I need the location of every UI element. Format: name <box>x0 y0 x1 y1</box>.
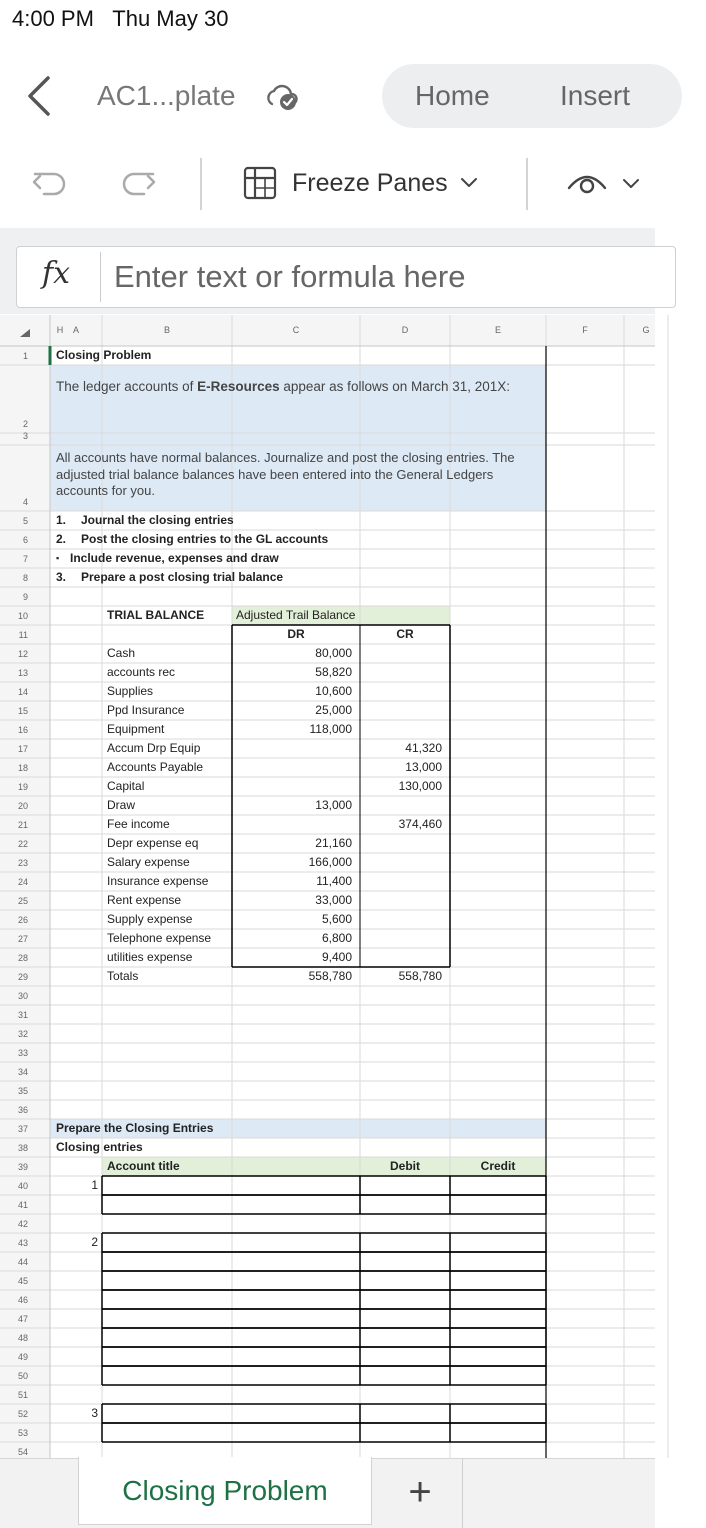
step-text[interactable]: Journal the closing entries <box>81 513 234 527</box>
chevron-down-icon[interactable] <box>622 178 640 190</box>
chevron-down-icon <box>460 177 478 189</box>
step-text[interactable]: Post the closing entries to the GL accounts <box>81 532 329 546</box>
tb-debit[interactable]: 118,000 <box>309 722 352 736</box>
row-header[interactable]: 14 <box>17 687 28 697</box>
company-name: E-Resources <box>197 379 280 394</box>
row-header[interactable]: 15 <box>17 706 28 716</box>
column-header[interactable]: G <box>642 325 650 335</box>
row-header[interactable]: 25 <box>17 896 28 906</box>
row-header[interactable]: 32 <box>17 1029 28 1039</box>
tb-credit[interactable]: 374,460 <box>398 817 442 831</box>
je-debit-header[interactable]: Debit <box>390 1159 420 1173</box>
tb-account[interactable]: Ppd Insurance <box>107 703 185 717</box>
entry-number[interactable]: 2 <box>91 1235 98 1249</box>
freeze-panes-icon <box>242 165 278 201</box>
row-header[interactable]: 2 <box>22 419 28 429</box>
row-header[interactable]: 1 <box>22 351 28 361</box>
je-account-header[interactable]: Account title <box>107 1159 180 1173</box>
intro-prefix: The ledger accounts of <box>56 379 198 394</box>
row-header[interactable]: 13 <box>17 668 28 678</box>
row-header[interactable]: 16 <box>17 725 28 735</box>
back-chevron-icon[interactable] <box>24 74 54 118</box>
row-header[interactable]: 12 <box>17 649 28 659</box>
row-header[interactable]: 41 <box>17 1200 28 1210</box>
tb-account[interactable]: Capital <box>107 779 145 793</box>
spreadsheet-grid[interactable] <box>0 315 655 1458</box>
column-header[interactable]: A <box>72 325 79 335</box>
tb-debit[interactable]: 25,000 <box>315 703 352 717</box>
entry-number[interactable]: 1 <box>91 1178 98 1192</box>
row-header[interactable]: 35 <box>17 1086 28 1096</box>
tb-total-label[interactable]: Totals <box>107 969 139 983</box>
closing-heading[interactable]: Prepare the Closing Entries <box>56 1121 214 1135</box>
row-header[interactable]: 52 <box>17 1409 28 1419</box>
step-text[interactable]: Prepare a post closing trial balance <box>81 570 284 584</box>
sheet-tab-divider <box>462 1458 463 1528</box>
toolbar-divider <box>200 158 202 210</box>
row-header[interactable]: 51 <box>17 1390 28 1400</box>
tb-debit[interactable]: 11,400 <box>316 874 352 888</box>
tb-debit[interactable]: 5,600 <box>321 912 352 926</box>
tb-account[interactable]: Draw <box>107 798 136 812</box>
tb-account[interactable]: Supplies <box>107 684 154 698</box>
tb-title[interactable]: TRIAL BALANCE <box>107 608 205 622</box>
cloud-sync-icon <box>264 80 300 114</box>
column-header[interactable]: H <box>56 325 64 335</box>
cr-header[interactable]: CR <box>396 627 414 641</box>
tb-subtitle[interactable]: Adjusted Trail Balance <box>236 608 356 622</box>
freeze-panes-label: Freeze Panes <box>292 168 448 197</box>
tb-account[interactable]: Cash <box>107 646 136 660</box>
row-header[interactable]: 10 <box>17 611 28 621</box>
column-header[interactable]: E <box>494 325 501 335</box>
tb-account[interactable]: Insurance expense <box>107 874 209 888</box>
entry-number[interactable]: 3 <box>91 1406 98 1420</box>
column-header[interactable]: C <box>292 325 300 335</box>
row-header[interactable]: 40 <box>17 1181 28 1191</box>
tb-debit[interactable]: 13,000 <box>315 798 352 812</box>
row-header[interactable]: 27 <box>17 934 28 944</box>
tb-account[interactable]: Accounts Payable <box>107 760 204 774</box>
intro-suffix: appear as follows on March 31, 201X: <box>279 379 511 394</box>
tb-account[interactable]: Telephone expense <box>107 931 212 945</box>
tb-debit[interactable]: 33,000 <box>315 893 352 907</box>
tb-account[interactable]: Accum Drp Equip <box>107 741 201 755</box>
tb-credit[interactable]: 41,320 <box>405 741 442 755</box>
row-header[interactable]: 4 <box>22 497 28 507</box>
step-number[interactable]: 2. <box>56 532 67 546</box>
row-header[interactable]: 8 <box>22 573 28 583</box>
tb-account[interactable]: Equipment <box>107 722 165 736</box>
tb-credit[interactable]: 13,000 <box>405 760 442 774</box>
document-title[interactable]: AC1...plate <box>97 80 236 111</box>
row-header[interactable]: 24 <box>17 877 28 887</box>
redo-icon[interactable] <box>118 162 158 202</box>
row-header[interactable]: 49 <box>17 1352 28 1362</box>
tb-account[interactable]: Rent expense <box>107 893 182 907</box>
instructions-note[interactable]: All accounts have normal balances. Journalize and post the closing entries. The adjusted trial balance balances have been entered into the General Ledgers accounts for you. <box>56 450 515 498</box>
toolbar-divider <box>526 158 528 210</box>
tb-debit[interactable]: 10,600 <box>315 684 352 698</box>
row-header[interactable]: 29 <box>17 972 28 982</box>
tab-home[interactable]: Home <box>415 80 490 111</box>
status-bar <box>0 0 655 40</box>
dr-header[interactable]: DR <box>287 627 305 641</box>
sheet-tab-closing-problem[interactable]: Closing Problem <box>78 1457 372 1525</box>
row-header[interactable]: 38 <box>17 1143 28 1153</box>
row-header[interactable]: 36 <box>17 1105 28 1115</box>
step-number[interactable]: 3. <box>56 570 67 584</box>
step-number[interactable]: 1. <box>56 513 67 527</box>
undo-icon[interactable] <box>30 162 70 202</box>
fx-icon[interactable]: fx <box>42 256 71 291</box>
sheet-title[interactable]: Closing Problem <box>56 348 152 362</box>
row-header[interactable]: 34 <box>17 1067 28 1077</box>
step-number[interactable]: ▪ <box>56 553 60 563</box>
je-credit-header[interactable]: Credit <box>480 1159 516 1173</box>
row-header[interactable]: 42 <box>17 1219 28 1229</box>
formula-divider <box>100 252 101 302</box>
tb-debit[interactable]: 21,160 <box>315 836 352 850</box>
row-header[interactable]: 47 <box>17 1314 28 1324</box>
row-header[interactable]: 21 <box>17 820 28 830</box>
tb-account[interactable]: Fee income <box>107 817 170 831</box>
closing-subheading[interactable]: Closing entries <box>56 1140 143 1154</box>
row-header[interactable]: 44 <box>17 1257 28 1267</box>
row-header[interactable]: 33 <box>17 1048 28 1058</box>
formula-input[interactable] <box>114 254 634 300</box>
row-header[interactable]: 54 <box>17 1447 28 1457</box>
tb-account[interactable]: accounts rec <box>107 665 176 679</box>
row-header[interactable]: 17 <box>17 744 28 754</box>
row-header[interactable]: 45 <box>17 1276 28 1286</box>
step-text[interactable]: Include revenue, expenses and draw <box>70 551 279 565</box>
row-header[interactable]: 20 <box>17 801 28 811</box>
row-header[interactable]: 30 <box>17 991 28 1001</box>
row-header[interactable]: 22 <box>17 839 28 849</box>
view-eye-icon[interactable] <box>566 168 608 198</box>
row-header[interactable]: 28 <box>17 953 28 963</box>
row-header[interactable]: 31 <box>17 1010 28 1020</box>
status-date: Thu May 30 <box>112 6 229 31</box>
row-header[interactable]: 6 <box>22 535 28 545</box>
freeze-panes-button[interactable] <box>242 162 478 204</box>
tb-debit[interactable]: 9,400 <box>321 950 352 964</box>
row-header[interactable]: 46 <box>17 1295 28 1305</box>
row-header[interactable]: 53 <box>17 1428 28 1438</box>
row-header[interactable]: 43 <box>17 1238 28 1248</box>
tb-total-debit[interactable]: 558,780 <box>308 969 352 983</box>
row-header[interactable]: 39 <box>17 1162 28 1172</box>
tb-account[interactable]: Supply expense <box>107 912 193 926</box>
row-header[interactable]: 48 <box>17 1333 28 1343</box>
tb-debit[interactable]: 166,000 <box>308 855 352 869</box>
row-header[interactable]: 3 <box>22 431 28 441</box>
tb-credit[interactable]: 130,000 <box>398 779 442 793</box>
intro-text[interactable] <box>56 379 510 394</box>
tab-insert[interactable]: Insert <box>560 80 631 111</box>
tb-account[interactable]: Salary expense <box>107 855 190 869</box>
tb-total-credit[interactable]: 558,780 <box>398 969 442 983</box>
row-header[interactable]: 5 <box>22 516 28 526</box>
column-header[interactable]: F <box>582 325 588 335</box>
row-header[interactable]: 9 <box>22 592 28 602</box>
tb-debit[interactable]: 6,800 <box>321 931 352 945</box>
row-header[interactable]: 26 <box>17 915 28 925</box>
row-header[interactable]: 19 <box>17 782 28 792</box>
row-header[interactable]: 7 <box>22 554 28 564</box>
column-header[interactable]: D <box>401 325 409 335</box>
column-header[interactable]: B <box>163 325 170 335</box>
add-sheet-button[interactable]: + <box>408 1469 432 1514</box>
tb-debit[interactable]: 58,820 <box>315 665 352 679</box>
row-header[interactable]: 18 <box>17 763 28 773</box>
status-time: 4:00 PM Thu May 30 <box>12 6 229 31</box>
row-header[interactable]: 11 <box>18 630 28 640</box>
tb-debit[interactable]: 80,000 <box>315 646 352 660</box>
row-header[interactable]: 37 <box>17 1124 28 1134</box>
tb-account[interactable]: utilities expense <box>107 950 193 964</box>
tb-account[interactable]: Depr expense eq <box>107 836 199 850</box>
row-header[interactable]: 23 <box>17 858 28 868</box>
row-header[interactable]: 50 <box>17 1371 28 1381</box>
